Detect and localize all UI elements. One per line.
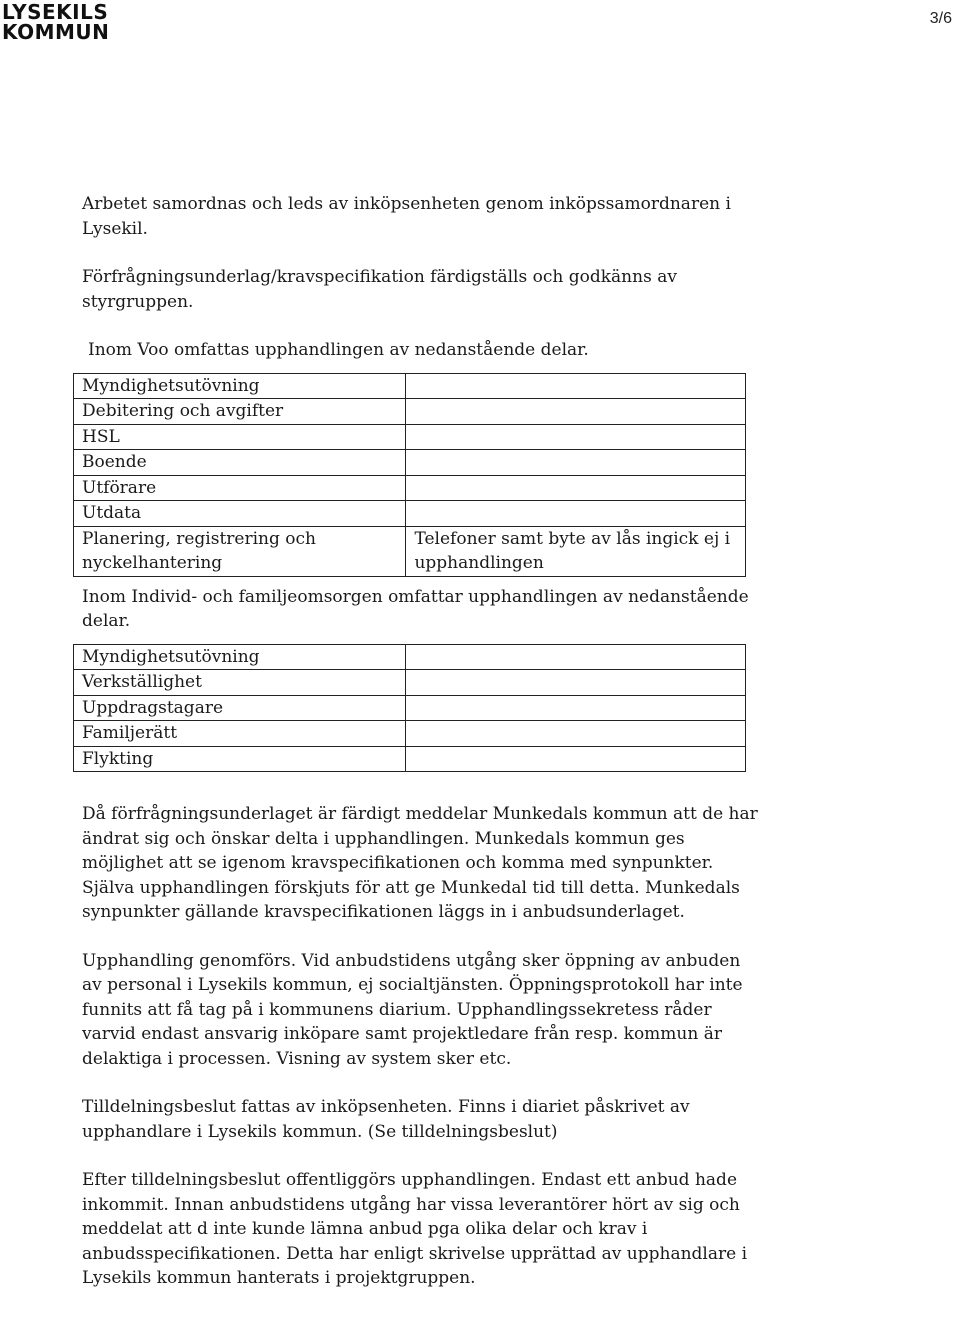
table-cell: Boende — [74, 450, 406, 476]
table-cell: Utförare — [74, 475, 406, 501]
table-row — [74, 695, 746, 721]
paragraph-voo-intro: Inom Voo omfattas upphandlingen av nedanstående delar. — [88, 340, 589, 360]
paragraph-coordination: Arbetet samordnas och leds av inköpsenheten genom inköpssamordnaren i Lysekil. — [82, 194, 731, 239]
logo-line-2: KOMMUN — [2, 20, 110, 44]
table-cell — [406, 450, 746, 476]
table-row — [74, 526, 746, 576]
table-cell — [406, 721, 746, 747]
document-body — [82, 192, 762, 1291]
paragraph-specification: Förfrågningsunderlag/kravspecifikation färdigställs och godkänns av styrgruppen. — [82, 267, 677, 312]
table-cell: Debitering och avgifter — [74, 399, 406, 425]
table-row — [74, 670, 746, 696]
ifo-scope-table — [73, 644, 746, 773]
table-row — [74, 746, 746, 772]
page-number: 3/6 — [929, 10, 952, 27]
table-cell — [406, 424, 746, 450]
table-cell — [406, 399, 746, 425]
paragraph-award-decision: Tilldelningsbeslut fattas av inköpsenheten. Finns i diariet påskrivet av upphandlare i Lysekils kommun. (Se tilldelningsbeslut) — [82, 1097, 690, 1142]
voo-scope-table — [73, 373, 746, 577]
table-cell: Flykting — [74, 746, 406, 772]
paragraph-publication: Efter tilldelningsbeslut offentliggörs upphandlingen. Endast ett anbud hade inkommit. Innan anbudstidens utgång har vissa leverantörer hört av sig och meddelat att d inte kunde lämna anbud pga olika delar och krav i anbudsspecifikationen. Detta har enligt skrivelse upprättad av upphandlare i Lysekils kommun hanterats i projektgruppen. — [82, 1170, 748, 1288]
table-row — [74, 373, 746, 399]
table-cell — [406, 670, 746, 696]
paragraph-munkedal: Då förfrågningsunderlaget är färdigt meddelar Munkedals kommun att de har ändrat sig och önskar delta i upphandlingen. Munkedals kommun ges möjlighet att se igenom kravspecifikationen och komma med synpunkter. Själva upphandlingen förskjuts för att ge Munkedal tid till detta. Munkedals synpunkter gällande kravspecifikationen läggs in i anbudsunderlaget. — [82, 804, 758, 922]
table-cell: Planering, registrering och nyckelhantering — [74, 526, 406, 576]
table-cell: Myndighetsutövning — [74, 644, 406, 670]
table-row — [74, 399, 746, 425]
table-cell: Uppdragstagare — [74, 695, 406, 721]
table-cell: Verkställighet — [74, 670, 406, 696]
table-row — [74, 424, 746, 450]
table-cell: Myndighetsutövning — [74, 373, 406, 399]
table-cell — [406, 475, 746, 501]
table-row — [74, 501, 746, 527]
table-row — [74, 644, 746, 670]
table-cell: Familjerätt — [74, 721, 406, 747]
table-cell — [406, 746, 746, 772]
table-cell — [406, 695, 746, 721]
table-cell — [406, 373, 746, 399]
table-cell: HSL — [74, 424, 406, 450]
table-row — [74, 475, 746, 501]
municipality-logo — [2, 2, 109, 42]
table-cell — [406, 644, 746, 670]
table-cell — [406, 501, 746, 527]
table-cell: Telefoner samt byte av lås ingick ej i upphandlingen — [406, 526, 746, 576]
table-row — [74, 450, 746, 476]
table-row — [74, 721, 746, 747]
paragraph-ifo-intro: Inom Individ- och familjeomsorgen omfattar upphandlingen av nedanstående delar. — [82, 586, 749, 631]
logo-line-1: LYSEKILS — [2, 0, 109, 24]
table-cell: Utdata — [74, 501, 406, 527]
paragraph-procurement: Upphandling genomförs. Vid anbudstidens utgång sker öppning av anbuden av personal i Lysekils kommun, ej socialtjänsten. Öppningsprotokoll har inte funnits att få tag på i kommunens diarium. Upphandlingssekretess råder varvid endast ansvarig inköpare samt projektledare från resp. kommun är delaktiga i processen. Visning av system sker etc. — [82, 950, 743, 1069]
